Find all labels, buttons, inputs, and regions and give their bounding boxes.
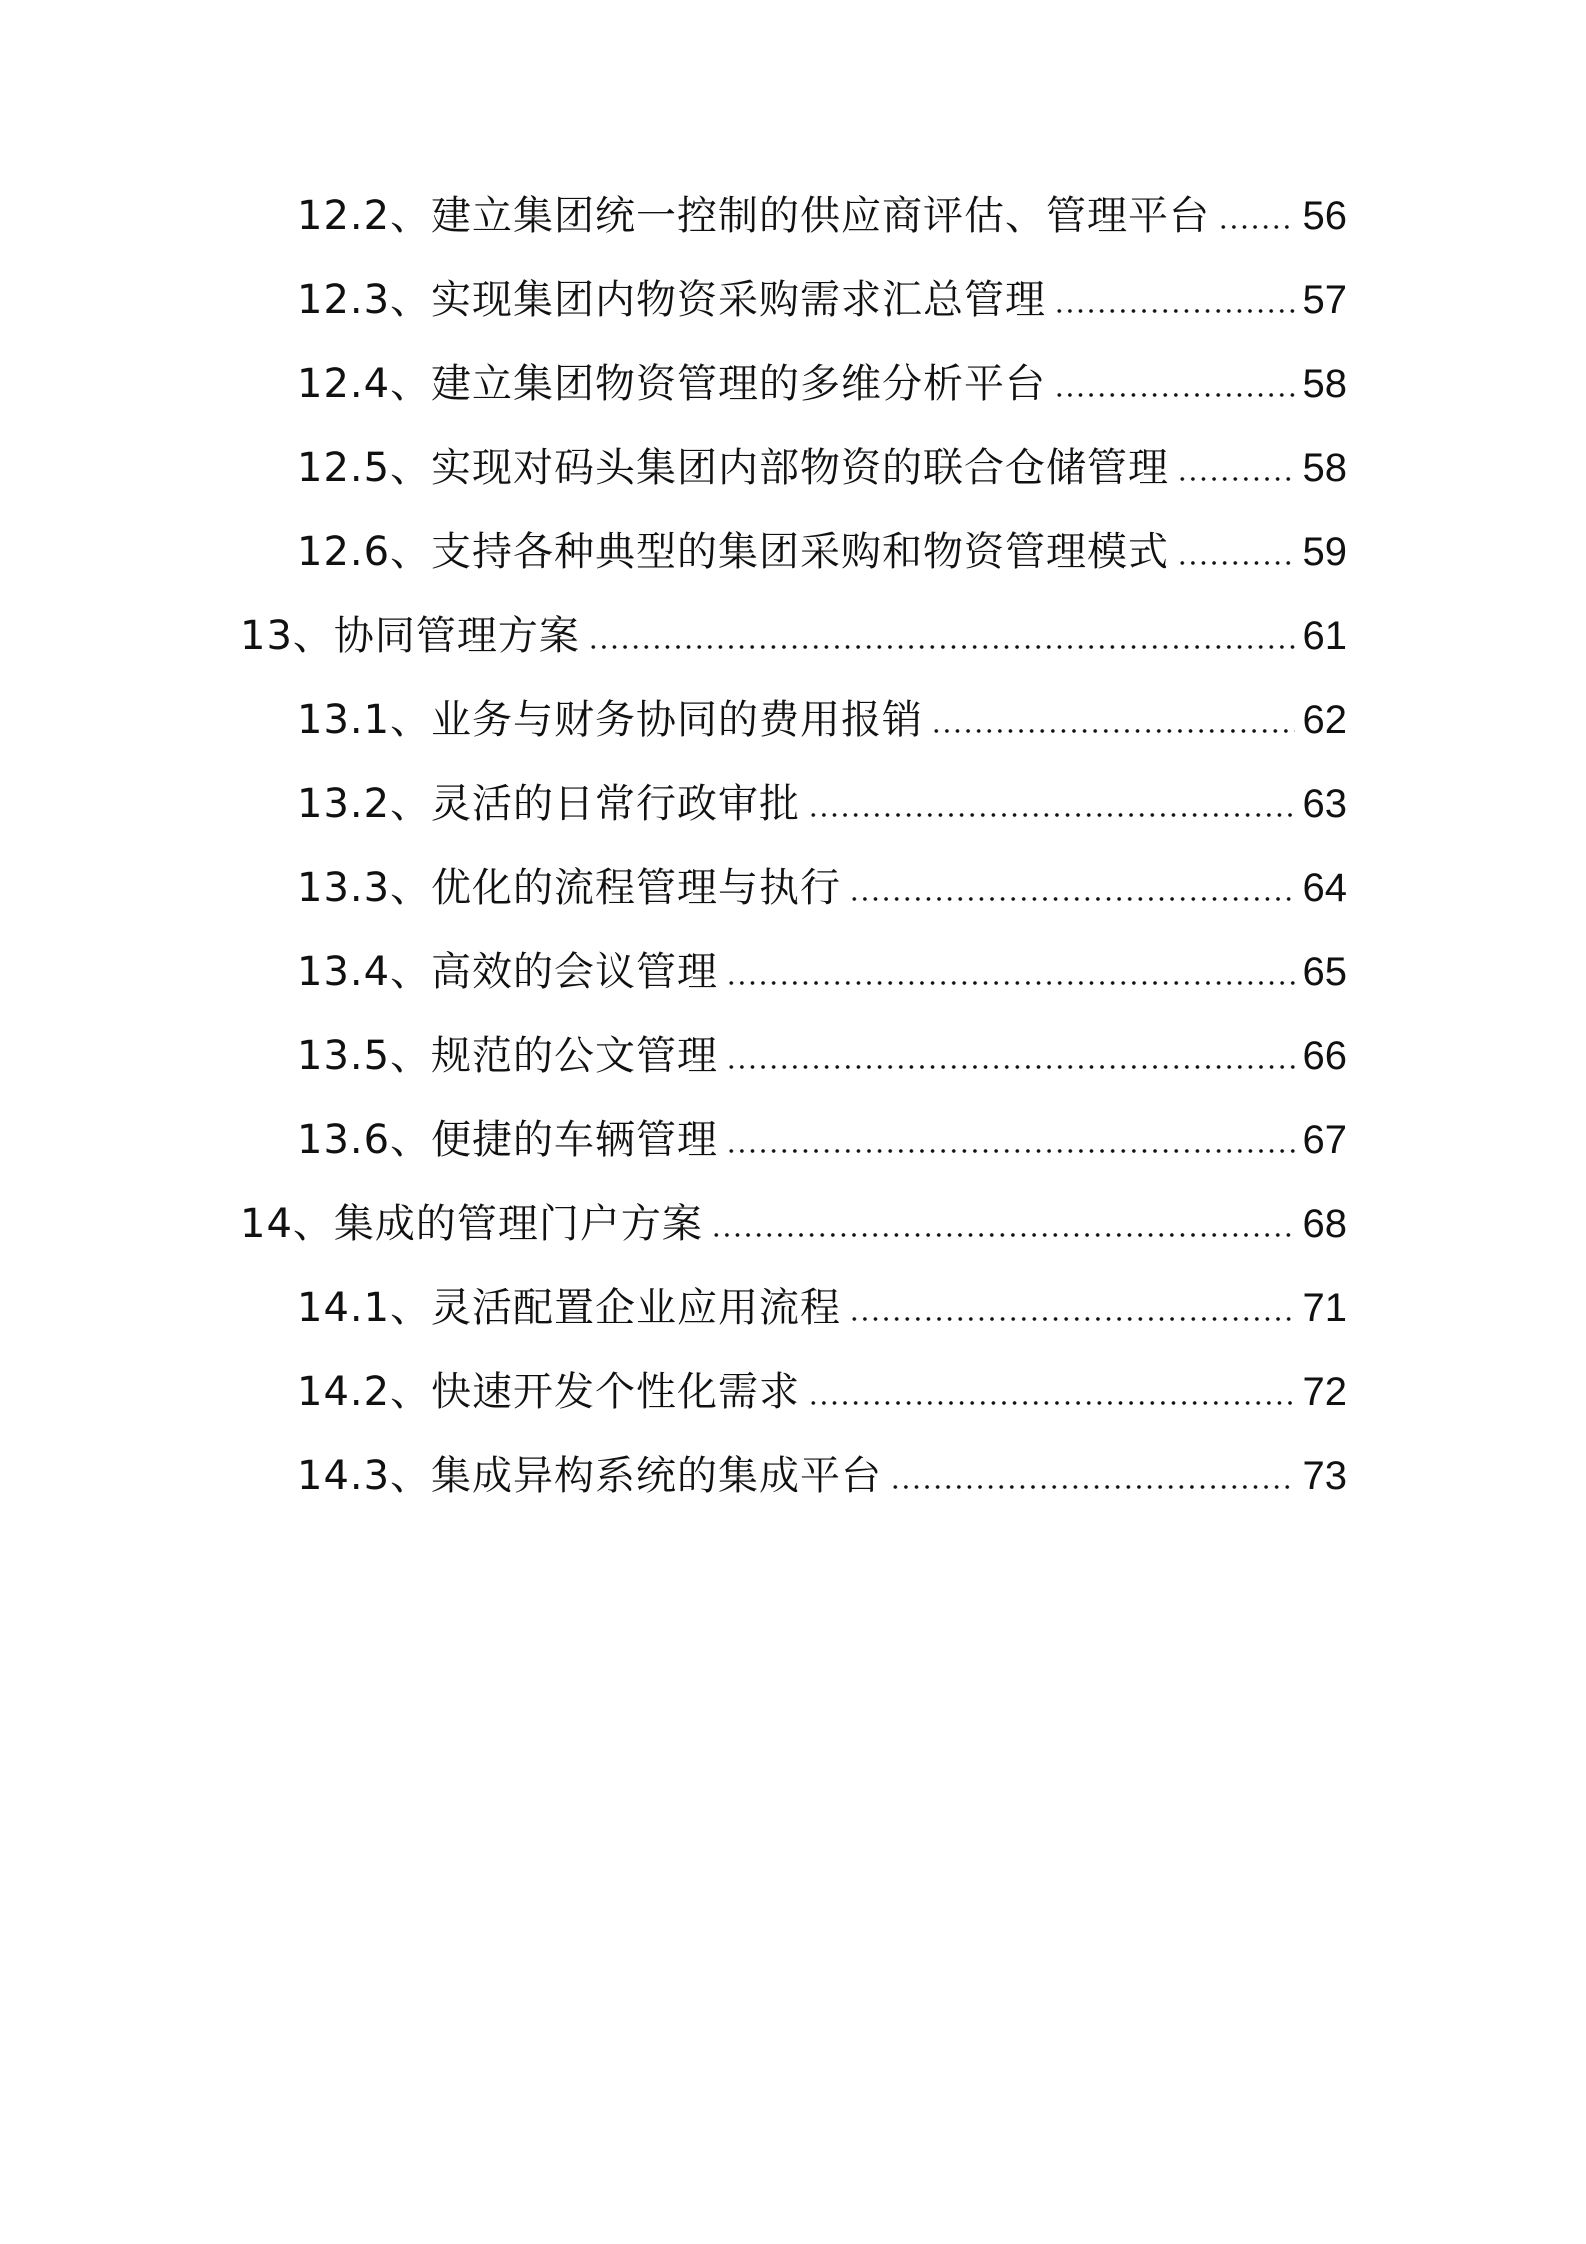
toc-entry [297,862,1347,914]
toc-entry [297,778,1347,830]
toc-entry-title: 14、集成的管理门户方案 [240,1201,703,1247]
toc-entry [240,610,1347,662]
toc-entry-title: 13.1、业务与财务协同的费用报销 [297,697,924,743]
toc-entry [297,190,1347,242]
toc-entry-page: 57 [1302,278,1347,322]
toc-leader-dots [588,644,1295,650]
toc-entry-page: 66 [1302,1034,1347,1078]
toc-entry [297,526,1347,578]
toc-entry-page: 72 [1302,1370,1347,1414]
toc-leader-dots [808,1400,1294,1406]
toc-entry-title: 12.2、建立集团统一控制的供应商评估、管理平台 [297,193,1211,239]
toc-entry-page: 62 [1302,698,1347,742]
toc-leader-dots [849,896,1294,902]
toc-leader-dots [726,1148,1294,1154]
toc-entry [297,946,1347,998]
toc-entry-title: 13.3、优化的流程管理与执行 [297,865,842,911]
toc-leader-dots [1218,224,1294,230]
toc-entry [297,274,1347,326]
toc-entry [297,442,1347,494]
toc-entry-title: 13.2、灵活的日常行政审批 [297,781,801,827]
toc-entry [240,1198,1347,1250]
toc-leader-dots [849,1316,1294,1322]
toc-entry-page: 71 [1302,1286,1347,1330]
toc-entry-page: 73 [1302,1454,1347,1498]
toc-entry-title: 13.5、规范的公文管理 [297,1033,719,1079]
toc-entry-page: 63 [1302,782,1347,826]
toc-entry-page: 64 [1302,866,1347,910]
toc-entry [297,1450,1347,1502]
toc-entry-page: 56 [1302,194,1347,238]
toc-leader-dots [726,1064,1294,1070]
toc-entry-page: 65 [1302,950,1347,994]
toc-entry [297,694,1347,746]
toc-leader-dots [726,980,1294,986]
toc-entry-title: 14.2、快速开发个性化需求 [297,1369,801,1415]
toc-entry [297,1282,1347,1334]
toc-entry-page: 59 [1302,530,1347,574]
toc-entry-title: 13.4、高效的会议管理 [297,949,719,995]
toc-leader-dots [1177,476,1294,482]
toc-entry-title: 12.4、建立集团物资管理的多维分析平台 [297,361,1047,407]
toc-leader-dots [931,728,1294,734]
toc-entry-title: 12.6、支持各种典型的集团采购和物资管理模式 [297,529,1170,575]
toc-entry-page: 58 [1302,362,1347,406]
toc-leader-dots [711,1232,1295,1238]
toc-entry [297,358,1347,410]
toc-entry-page: 58 [1302,446,1347,490]
toc-entry [297,1114,1347,1166]
toc-leader-dots [1054,308,1294,314]
toc-entry [297,1030,1347,1082]
toc-entry-title: 13、协同管理方案 [240,613,580,659]
toc-entry-title: 12.5、实现对码头集团内部物资的联合仓储管理 [297,445,1170,491]
toc-leader-dots [808,812,1294,818]
toc-entry-title: 14.1、灵活配置企业应用流程 [297,1285,842,1331]
toc-entry-page: 68 [1302,1202,1347,1246]
toc-leader-dots [1177,560,1294,566]
toc-leader-dots [890,1484,1294,1490]
toc-entry [297,1366,1347,1418]
toc-entry-page: 61 [1302,614,1347,658]
toc-entry-title: 13.6、便捷的车辆管理 [297,1117,719,1163]
toc-entry-title: 14.3、集成异构系统的集成平台 [297,1453,883,1499]
toc-entry-page: 67 [1302,1118,1347,1162]
toc-entry-title: 12.3、实现集团内物资采购需求汇总管理 [297,277,1047,323]
toc-leader-dots [1054,392,1294,398]
